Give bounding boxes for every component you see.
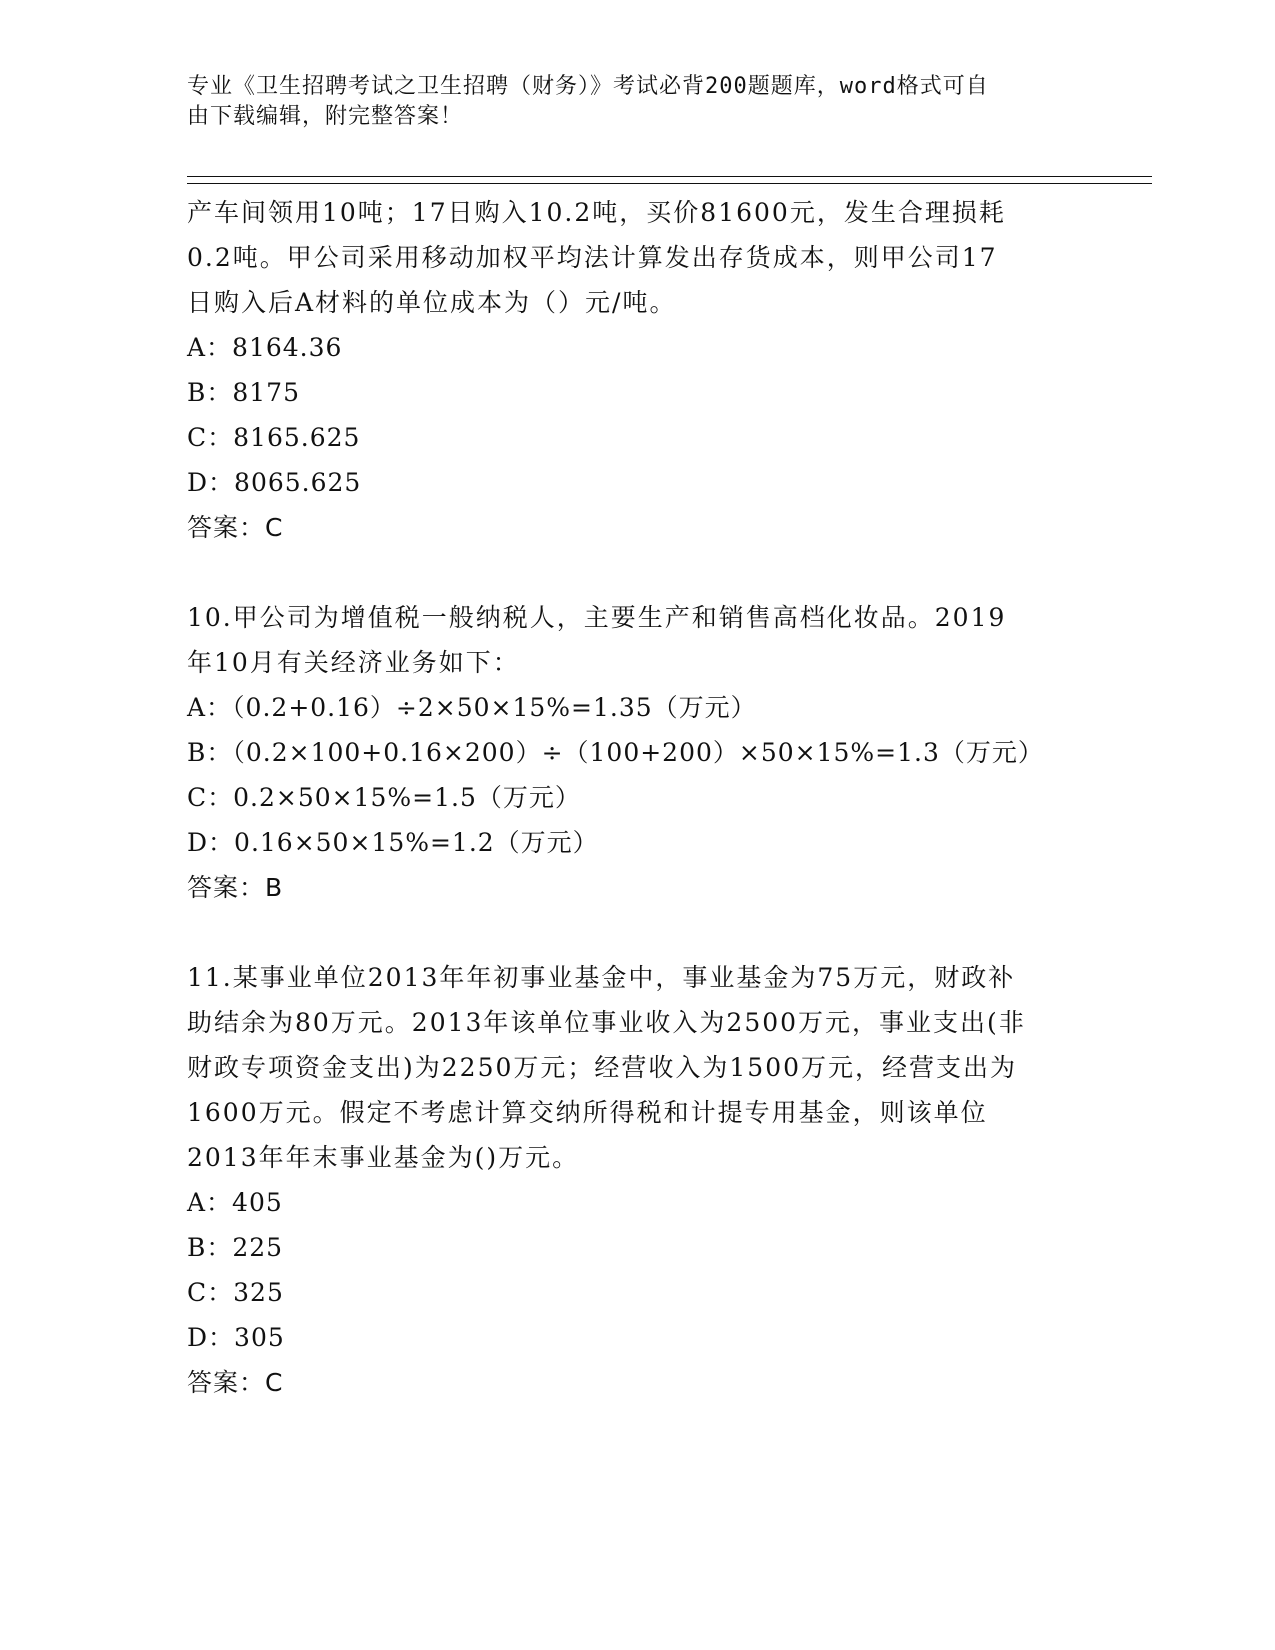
header-divider-top — [187, 176, 1152, 177]
question-text-line: 日购入后A材料的单位成本为（）元/吨。 — [187, 288, 677, 317]
header-line-2: 由下载编辑，附完整答案！ — [187, 104, 464, 129]
option-c: C：325 — [187, 1278, 284, 1307]
question-text-line: 11.某事业单位2013年年初事业基金中，事业基金为75万元，财政补 — [187, 963, 1016, 992]
question-text-line: 产车间领用10吨；17日购入10.2吨，买价81600元，发生合理损耗 — [187, 198, 1006, 227]
option-b: B：225 — [187, 1233, 284, 1262]
option-b: B：（0.2×100+0.16×200）÷（100+200）×50×15%=1.3（万元） — [187, 738, 1044, 767]
spacer — [187, 550, 1087, 595]
spacer — [187, 910, 1087, 955]
option-d: D：8065.625 — [187, 468, 362, 497]
option-c: C：0.2×50×15%=1.5（万元） — [187, 783, 581, 812]
option-a: A：（0.2+0.16）÷2×50×15%=1.35（万元） — [187, 693, 757, 722]
answer-line: 答案：C — [187, 1368, 284, 1397]
question-text-line: 助结余为80万元。2013年该单位事业收入为2500万元，事业支出(非 — [187, 1008, 1026, 1037]
question-text-line: 2013年年末事业基金为()万元。 — [187, 1143, 580, 1172]
document-header — [187, 72, 1067, 132]
question-9 — [187, 190, 1087, 550]
option-c: C：8165.625 — [187, 423, 361, 452]
option-b: B：8175 — [187, 378, 300, 407]
question-text-line: 0.2吨。甲公司采用移动加权平均法计算发出存货成本，则甲公司17 — [187, 243, 998, 272]
question-text-line: 10.甲公司为增值税一般纳税人，主要生产和销售高档化妆品。2019 — [187, 603, 1007, 632]
question-11 — [187, 955, 1087, 1405]
option-a: A：405 — [187, 1188, 283, 1217]
question-text-line: 年10月有关经济业务如下： — [187, 648, 520, 677]
question-text-line: 1600万元。假定不考虑计算交纳所得税和计提专用基金，则该单位 — [187, 1098, 988, 1127]
answer-line: 答案：B — [187, 873, 284, 902]
question-10 — [187, 595, 1087, 910]
question-text-line: 财政专项资金支出)为2250万元；经营收入为1500万元，经营支出为 — [187, 1053, 1018, 1082]
option-a: A：8164.36 — [187, 333, 343, 362]
answer-line: 答案：C — [187, 513, 284, 542]
header-divider-bottom — [187, 183, 1152, 184]
option-d: D：305 — [187, 1323, 285, 1352]
header-line-1: 专业《卫生招聘考试之卫生招聘（财务）》考试必背200题题库，word格式可自 — [187, 74, 989, 99]
document-body — [187, 190, 1087, 1405]
option-d: D：0.16×50×15%=1.2（万元） — [187, 828, 599, 857]
